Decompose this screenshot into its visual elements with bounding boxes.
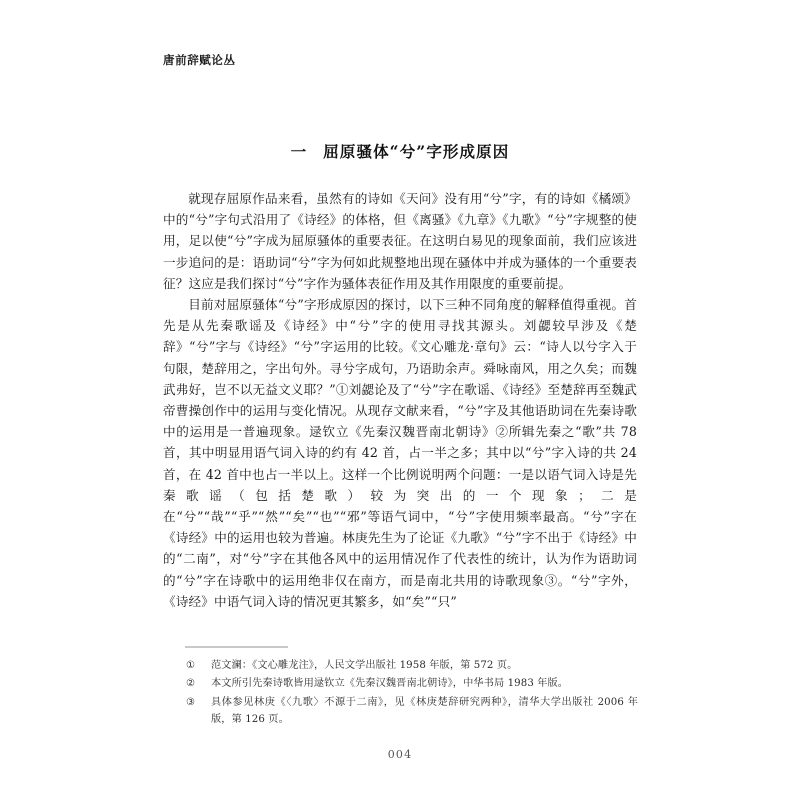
footnote-item xyxy=(186,675,638,692)
footnote-marker: ② xyxy=(186,678,196,690)
footnote-text: 本文所引先秦诗歌皆用逯钦立《先秦汉魏晋南北朝诗》，中华书局 1983 年版。 xyxy=(211,678,569,690)
footnote-divider xyxy=(185,646,288,648)
footnote-text: 范文澜：《文心雕龙注》，人民文学出版社 1958 年版，第 572 页。 xyxy=(211,660,518,671)
chapter-title-text: 屈原骚体“兮”字形成原因 xyxy=(323,142,510,161)
paragraph-1: 就现存屈原作品来看，虽然有的诗如《天问》没有用“兮”字，有的诗如《橘颂》中的“兮”字句式沿用了《诗经》的体格，但《离骚》《九章》《九歌》“兮”字规整的使用，足以使“兮”字成为屈原骚体的重要表征。在这明白易见的现象面前，我们应该进一步追问的是：语助词“兮”字为何如此规整地出现在骚体中并成为骚体的一个重要表征？这应是我们探讨“兮”字作为骚体表征作用及其作用限度的重要前提。 xyxy=(163,191,637,291)
paragraph-2: 目前对屈原骚体“兮”字形成原因的探讨，以下三种不同角度的解释值得重视。首先是从先秦歌谣及《诗经》中“兮”字的使用寻找其源头。刘勰较早涉及《楚辞》“兮”字与《诗经》“兮”字运用的比较。《文心雕龙·章句》云：“诗人以兮字入于句限，楚辞用之，字出句外。寻兮字成句，乃语助余声。舜咏南风，用之久矣；而魏武弗好，岂不以无益文义耶？”①刘勰论及了“兮”字在歌谣、《诗经》至楚辞再至魏武帝曹操创作中的运用与变化情况。从现存文献来看，“兮”字及其他语助词在先秦诗歌中的运用是一普遍现象。逯钦立《先秦汉魏晋南北朝诗》②所辑先秦之“歌”共 78 首，其中明显用语气词入诗的约有 42 首，占一半之多；其中以“兮”字入诗的共 24 首，在 42 首中也占一半以上。这样一个比例说明两个问题：一是以语气词入诗是先秦歌谣（包括楚歌）较为突出的一个现象；二是在“兮”“哉”“乎”“然”“矣”“也”“邪”等语气词中，“兮”字使用频率最高。“兮”字在《诗经》中的运用也较为普遍。林庚先生为了论证《九歌》“兮”字不出于《诗经》中的“二南”，对“兮”字在其他各风中的运用情况作了代表性的统计，认为作为语助词的“兮”字在诗歌中的运用绝非仅在南方，而是南北共用的诗歌现象③。“兮”字外，《诗经》中语气词入诗的情况更其繁多，如“矣”“只” xyxy=(163,297,637,609)
body-text-block xyxy=(163,188,637,612)
footnote-marker: ③ xyxy=(186,696,196,708)
footnote-item xyxy=(186,694,638,729)
footnote-text: 具体参见林庚《〈九歌〉不源于二南》，见《林庚楚辞研究两种》，清华大学出版社 2006 年版，第 126 页。 xyxy=(211,696,638,726)
footnote-item xyxy=(186,657,638,674)
footnote-marker: ① xyxy=(186,660,196,671)
page-title xyxy=(163,140,637,162)
footnote-list xyxy=(186,657,638,730)
chapter-number: 一 xyxy=(290,142,308,161)
page-number: 004 xyxy=(387,748,413,761)
running-head: 唐前辞赋论丛 xyxy=(163,53,236,67)
